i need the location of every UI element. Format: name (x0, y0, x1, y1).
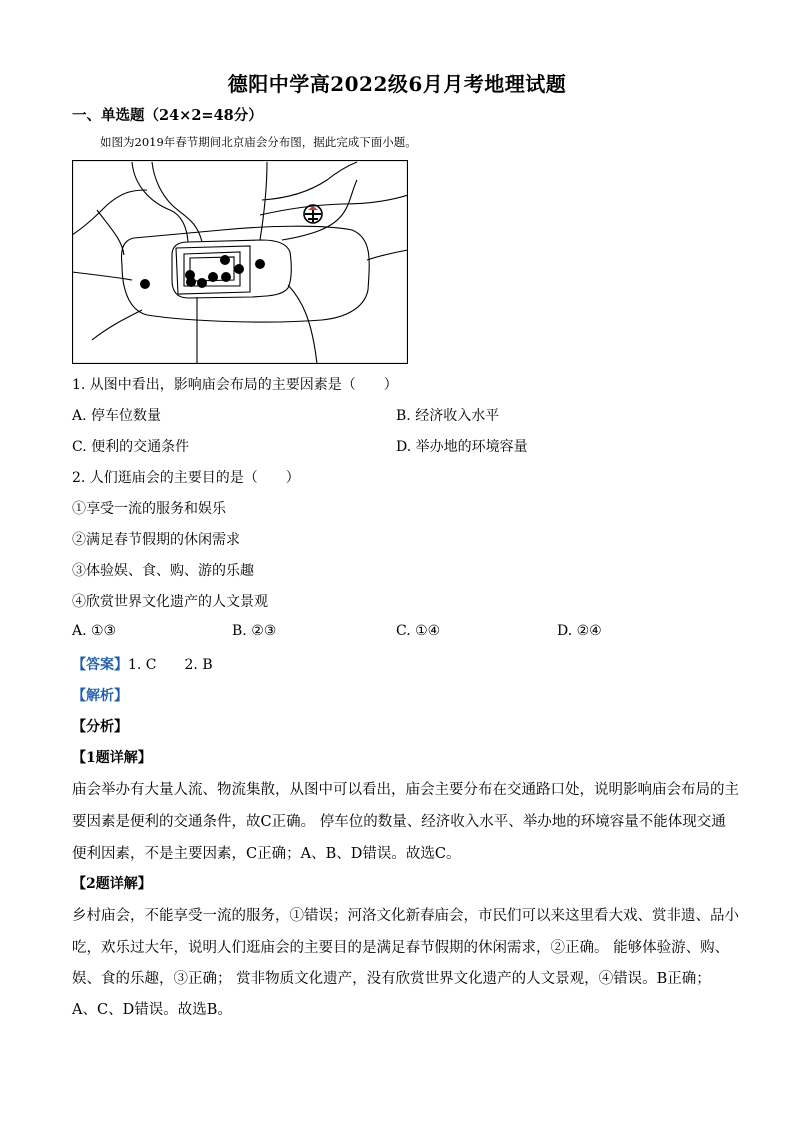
detail-2-line-4: A、C、D错误。故选B。 (72, 1002, 232, 1018)
fenxi-label: 【分析】 (72, 719, 128, 735)
answer-label: 【答案】 (72, 657, 128, 673)
detail-2-line-2: 吃，欢乐过大年，说明人们逛庙会的主要目的是满足春节假期的休闲需求，②正确。 能够体验游、购、 (72, 940, 730, 956)
q2-option-a: A. ①③ (72, 623, 117, 639)
detail-1-label: 【1题详解】 (72, 750, 152, 766)
section-heading: 一、单选题（24×2=48分） (72, 107, 263, 124)
detail-1-line-2: 要因素是便利的交通条件，故C正确。 停车位的数量、经济收入水平、举办地的环境容量不能体现交通 (72, 814, 726, 830)
q1-option-c: C. 便利的交通条件 (72, 439, 190, 455)
answer-text: 1. C 2. B (128, 657, 213, 673)
q2-item-3: ③体验娱、食、购、游的乐趣 (72, 563, 254, 579)
q2-stem: 2. 人们逛庙会的主要目的是（ ） (72, 470, 300, 486)
q1-option-d: D. 举办地的环境容量 (396, 439, 528, 455)
detail-1-line-1: 庙会举办有大量人流、物流集散，从图中可以看出，庙会主要分布在交通路口处，说明影响庙会布局的主 (72, 782, 739, 798)
q2-option-d: D. ②④ (557, 623, 602, 639)
analysis-label: 【解析】 (72, 688, 128, 704)
q1-stem: 1. 从图中看出，影响庙会布局的主要因素是（ ） (72, 377, 398, 393)
detail-1-line-3: 便利因素，不是主要因素，C正确；A、B、D错误。故选C。 (72, 846, 461, 862)
q2-item-1: ①享受一流的服务和娱乐 (72, 501, 226, 517)
answer-line (72, 654, 213, 674)
page-title: 德阳中学高2022级6月月考地理试题 (227, 72, 567, 96)
q2-option-c: C. ①④ (396, 623, 441, 639)
airport-icon (304, 205, 322, 223)
q2-item-2: ②满足春节假期的休闲需求 (72, 532, 240, 548)
q1-option-b: B. 经济收入水平 (396, 408, 500, 424)
q1-option-a: A. 停车位数量 (72, 408, 162, 424)
temple-fair-map (72, 160, 408, 364)
detail-2-line-3: 娱、食的乐趣，③正确； 赏非物质文化遗产，没有欣赏世界文化遗产的人文景观，④错误。B正确； (72, 971, 711, 987)
detail-2-label: 【2题详解】 (72, 876, 152, 892)
q2-option-b: B. ②③ (232, 623, 277, 639)
detail-2-line-1: 乡村庙会，不能享受一流的服务，①错误；河洛文化新春庙会，市民们可以来这里看大戏、赏非遗、品小 (72, 908, 739, 924)
question-intro: 如图为2019年春节期间北京庙会分布图，据此完成下面小题。 (100, 135, 417, 149)
q2-item-4: ④欣赏世界文化遗产的人文景观 (72, 594, 268, 610)
